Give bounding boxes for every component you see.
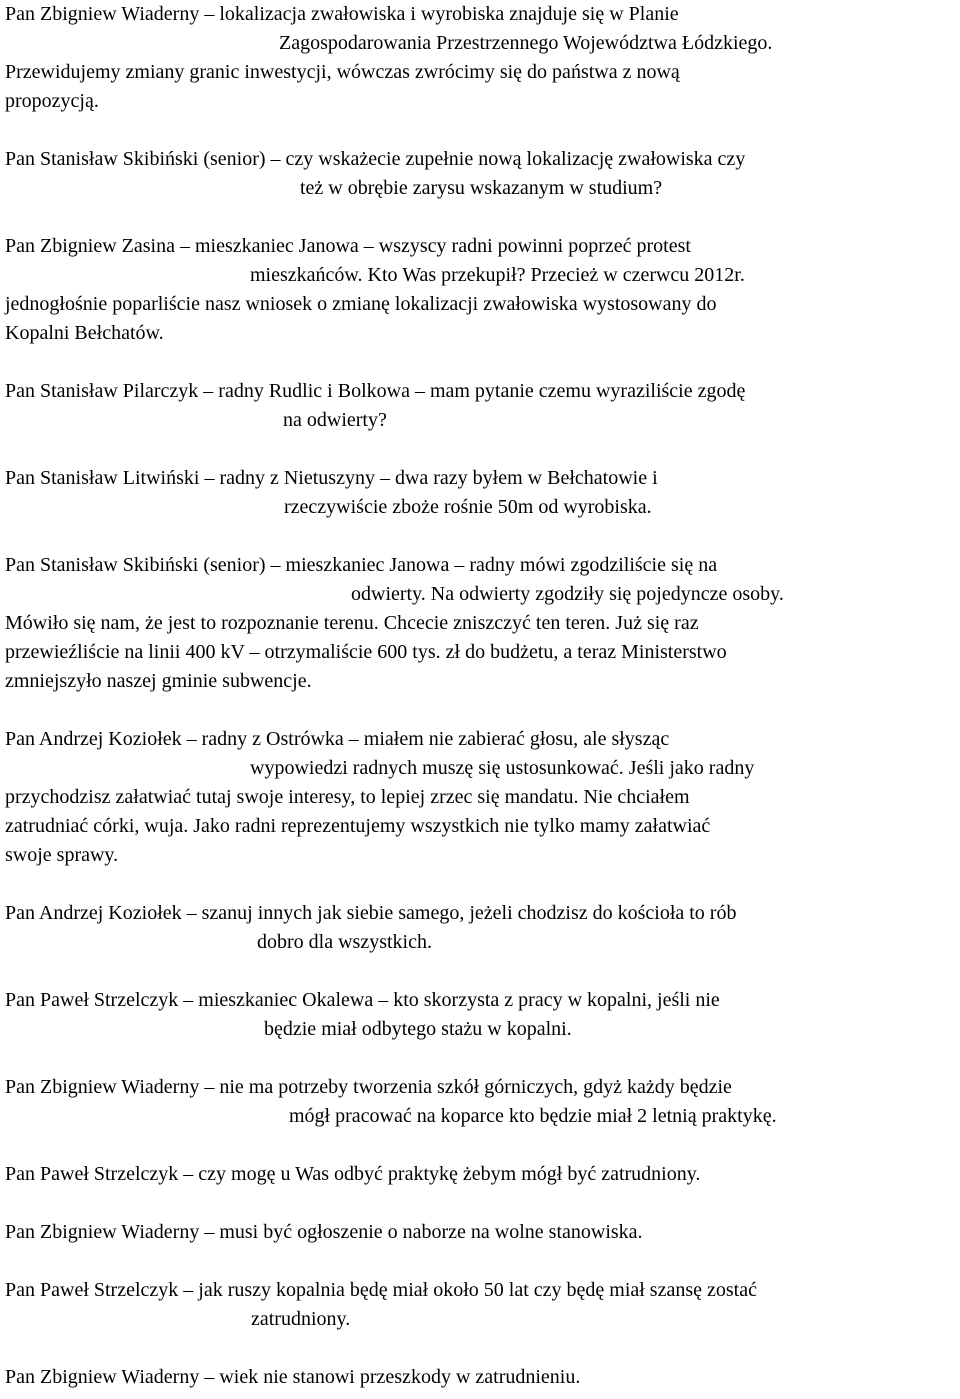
text-line: rzeczywiście zboże rośnie 50m od wyrobiska. bbox=[284, 496, 652, 518]
text-line: Pan Paweł Strzelczyk – jak ruszy kopalnia będę miał około 50 lat czy będę miał szansę zostać bbox=[5, 1279, 757, 1301]
text-line: swoje sprawy. bbox=[5, 844, 119, 866]
text-line: Mówiło się nam, że jest to rozpoznanie terenu. Chcecie zniszczyć ten teren. Już się raz bbox=[5, 612, 699, 634]
text-line: Pan Stanisław Pilarczyk – radny Rudlic i Bolkowa – mam pytanie czemu wyraziliście zgodę bbox=[5, 380, 746, 402]
text-line: Pan Stanisław Skibiński (senior) – mieszkaniec Janowa – radny mówi zgodziliście się na bbox=[5, 554, 718, 576]
text-line: Pan Andrzej Koziołek – radny z Ostrówka – miałem nie zabierać głosu, ale słysząc bbox=[5, 728, 670, 750]
text-line: Pan Andrzej Koziołek – szanuj innych jak siebie samego, jeżeli chodzisz do kościoła to rób bbox=[5, 902, 737, 924]
text-line: mieszkańców. Kto Was przekupił? Przecież w czerwcu 2012r. bbox=[250, 264, 745, 286]
text-line: zatrudniony. bbox=[251, 1308, 351, 1330]
text-line: też w obrębie zarysu wskazanym w studium? bbox=[300, 177, 663, 199]
text-line: Pan Zbigniew Wiaderny – lokalizacja zwałowiska i wyrobiska znajduje się w Planie bbox=[5, 3, 679, 25]
text-line: będzie miał odbytego stażu w kopalni. bbox=[264, 1018, 572, 1040]
text-line: zatrudniać córki, wuja. Jako radni reprezentujemy wszystkich nie tylko mamy załatwiać bbox=[5, 815, 711, 837]
text-line: odwierty. Na odwierty zgodziły się pojedyncze osoby. bbox=[351, 583, 784, 605]
text-line: na odwierty? bbox=[283, 409, 387, 431]
text-line: mógł pracować na koparce kto będzie miał 2 letnią praktykę. bbox=[289, 1105, 777, 1127]
text-line: Pan Zbigniew Wiaderny – musi być ogłoszenie o naborze na wolne stanowiska. bbox=[5, 1221, 643, 1243]
text-line: przewieźliście na linii 400 kV – otrzymaliście 600 tys. zł do budżetu, a teraz Ministerstwo bbox=[5, 641, 727, 663]
text-line: dobro dla wszystkich. bbox=[257, 931, 432, 953]
text-line: propozycją. bbox=[5, 90, 99, 112]
text-line: Pan Paweł Strzelczyk – czy mogę u Was odbyć praktykę żebym mógł być zatrudniony. bbox=[5, 1163, 701, 1185]
text-line: przychodzisz załatwiać tutaj swoje interesy, to lepiej zrzec się mandatu. Nie chciałem bbox=[5, 786, 690, 808]
text-line: Pan Zbigniew Wiaderny – nie ma potrzeby tworzenia szkół górniczych, gdyż każdy będzie bbox=[5, 1076, 732, 1098]
text-line: Pan Stanisław Skibiński (senior) – czy wskażecie zupełnie nową lokalizację zwałowiska czy bbox=[5, 148, 746, 170]
text-line: Pan Zbigniew Zasina – mieszkaniec Janowa – wszyscy radni powinni poprzeć protest bbox=[5, 235, 691, 257]
text-line: Pan Stanisław Litwiński – radny z Nietuszyny – dwa razy byłem w Bełchatowie i bbox=[5, 467, 658, 489]
text-line: Pan Paweł Strzelczyk – mieszkaniec Okalewa – kto skorzysta z pracy w kopalni, jeśli nie bbox=[5, 989, 720, 1011]
text-line: zmniejszyło naszej gminie subwencje. bbox=[5, 670, 312, 692]
text-line: Pan Zbigniew Wiaderny – wiek nie stanowi przeszkody w zatrudnieniu. bbox=[5, 1366, 581, 1388]
text-line: wypowiedzi radnych muszę się ustosunkować. Jeśli jako radny bbox=[250, 757, 755, 779]
text-line: Zagospodarowania Przestrzennego Województwa Łódzkiego. bbox=[279, 32, 773, 54]
text-line: jednogłośnie poparliście nasz wniosek o zmianę lokalizacji zwałowiska wystosowany do bbox=[5, 293, 717, 315]
text-line: Przewidujemy zmiany granic inwestycji, wówczas zwrócimy się do państwa z nową bbox=[5, 61, 680, 83]
text-line: Kopalni Bełchatów. bbox=[5, 322, 164, 344]
